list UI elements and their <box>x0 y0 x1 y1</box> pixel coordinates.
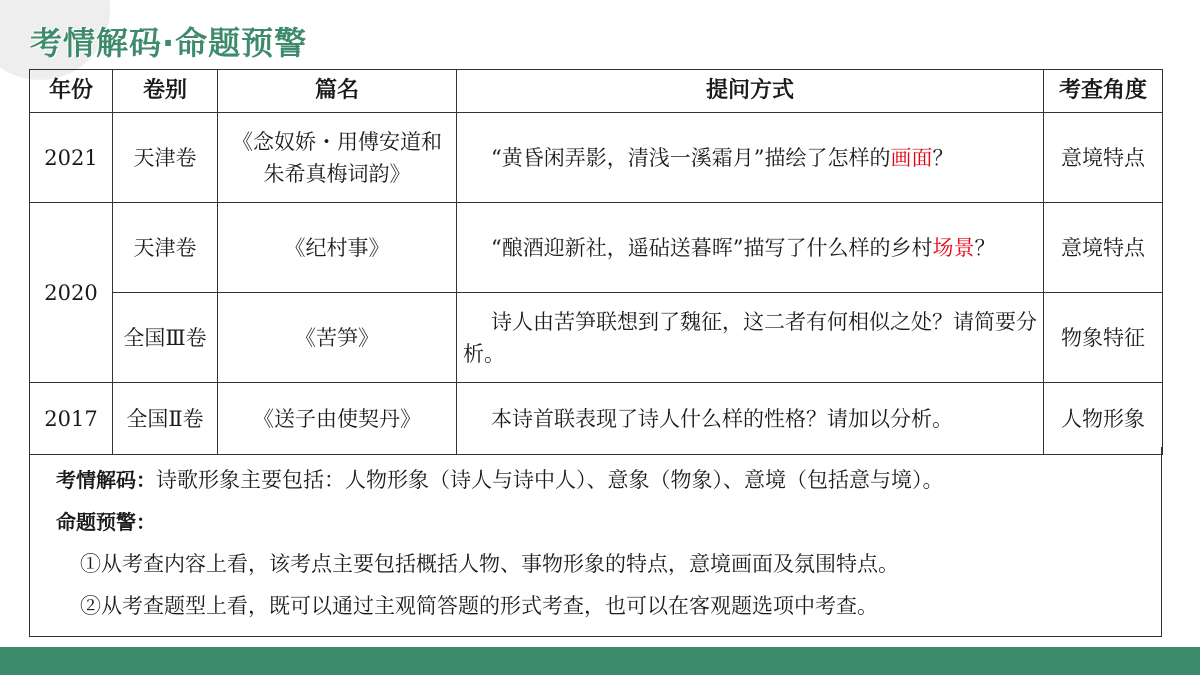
warning-point-2: ②从考查题型上看，既可以通过主观简答题的形式考查，也可以在客观题选项中考查。 <box>80 594 878 618</box>
page-title: 考情解码·命题预警 <box>30 24 308 62</box>
warning-line <box>56 501 1137 543</box>
poem-cell: 《苦笋》 <box>218 293 457 383</box>
notes-box <box>29 447 1162 637</box>
header-poem: 篇名 <box>218 70 457 113</box>
warning-label: 命题预警： <box>56 510 156 534</box>
question-text: “黄昏闲弄影，清浅一溪霜月”描绘了怎样的 <box>491 145 891 170</box>
exam-table <box>29 69 1163 455</box>
angle-cell: 意境特点 <box>1044 113 1163 203</box>
paper-cell: 全国Ⅱ卷 <box>113 383 218 455</box>
header-question: 提问方式 <box>457 70 1044 113</box>
question-cell <box>457 203 1044 293</box>
angle-cell: 物象特征 <box>1044 293 1163 383</box>
paper-cell: 全国Ⅲ卷 <box>113 293 218 383</box>
table-row <box>30 293 1163 383</box>
question-end: ？ <box>974 235 996 260</box>
decode-line <box>56 459 1137 501</box>
table-row <box>30 383 1163 455</box>
angle-cell: 人物形象 <box>1044 383 1163 455</box>
question-text: “酿酒迎新社，遥砧送暮晖”描写了什么样的乡村 <box>491 235 933 260</box>
angle-cell: 意境特点 <box>1044 203 1163 293</box>
decode-text: 诗歌形象主要包括：人物形象（诗人与诗中人）、意象（物象）、意境（包括意与境）。 <box>156 468 944 492</box>
warning-point-1: ①从考查内容上看，该考点主要包括概括人物、事物形象的特点，意境画面及氛围特点。 <box>80 552 899 576</box>
table-row <box>30 113 1163 203</box>
year-cell: 2017 <box>30 383 113 455</box>
year-cell: 2020 <box>30 203 113 383</box>
question-cell: 本诗首联表现了诗人什么样的性格？请加以分析。 <box>457 383 1044 455</box>
question-keyword: 场景 <box>932 235 975 260</box>
question-keyword: 画面 <box>890 145 933 170</box>
paper-cell: 天津卷 <box>113 113 218 203</box>
table-row <box>30 203 1163 293</box>
decode-label: 考情解码： <box>56 468 156 492</box>
question-cell: 诗人由苦笋联想到了魏征，这二者有何相似之处？请简要分析。 <box>457 293 1044 383</box>
poem-cell: 《送子由使契丹》 <box>218 383 457 455</box>
header-year: 年份 <box>30 70 113 113</box>
paper-cell: 天津卷 <box>113 203 218 293</box>
table-header-row <box>30 70 1163 113</box>
question-cell <box>457 113 1044 203</box>
header-paper: 卷别 <box>113 70 218 113</box>
footer-bar <box>0 647 1200 675</box>
poem-cell: 《念奴娇・用傅安道和朱希真梅词韵》 <box>218 113 457 203</box>
header-angle: 考查角度 <box>1044 70 1163 113</box>
poem-cell: 《纪村事》 <box>218 203 457 293</box>
question-end: ？ <box>932 145 954 170</box>
year-cell: 2021 <box>30 113 113 203</box>
